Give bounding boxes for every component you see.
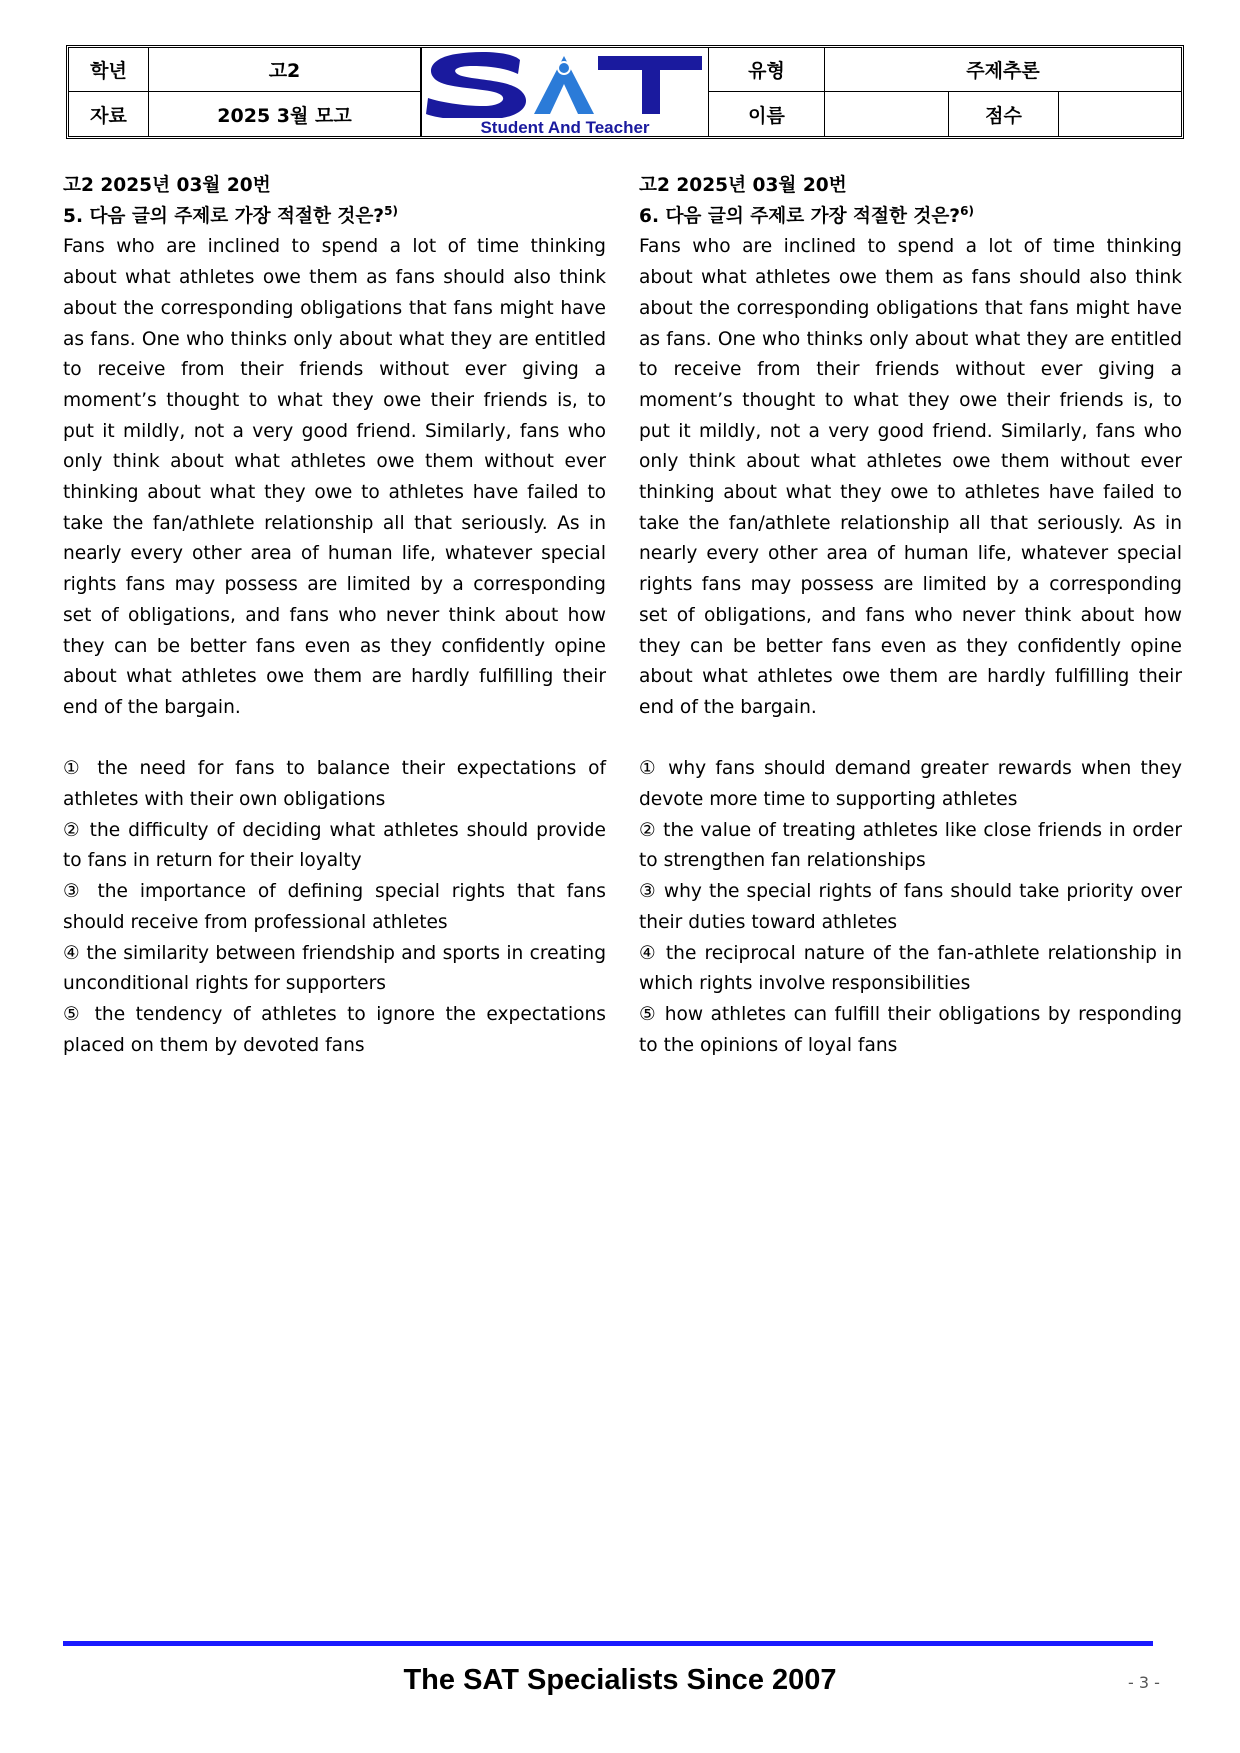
material-value: 2025 3월 모고 bbox=[149, 92, 421, 136]
answer-option-2[interactable]: ② the value of treating athletes like close friends in order to strengthen fan relationships bbox=[639, 819, 1182, 872]
type-label: 유형 bbox=[709, 48, 825, 92]
question-title-text: 6. 다음 글의 주제로 가장 적절한 것은? bbox=[639, 205, 961, 227]
answer-option-2[interactable]: ② the difficulty of deciding what athletes should provide to fans in return for their loyalty bbox=[63, 819, 606, 872]
answer-option-3[interactable]: ③ why the special rights of fans should take priority over their duties toward athletes bbox=[639, 881, 1182, 933]
question-title-text: 5. 다음 글의 주제로 가장 적절한 것은? bbox=[63, 205, 385, 227]
type-value: 주제추론 bbox=[825, 48, 1181, 92]
passage: Fans who are inclined to spend a lot of time thinking about what athletes owe them as fans should also think about the corresponding obligations that fans might have as fans. One who thinks only about what they are entitled to receive from their friends without ever giving a moment’s thought to what they owe their friends is, to put it mildly, not a very good friend. Similarly, fans who only think about what athletes owe them without ever thinking about what they owe to athletes have failed to take the fan/athlete relationship all that seriously. As in nearly every other area of human life, whatever special rights fans may possess are limited by a corresponding set of obligations, and fans who never think about how they can be better fans even as they confidently opine about what athletes owe them are hardly fulfilling their end of the bargain. bbox=[63, 236, 606, 718]
question-5 bbox=[63, 171, 606, 1061]
footer-rule bbox=[63, 1641, 1153, 1646]
name-field[interactable] bbox=[825, 92, 949, 136]
footer-slogan: The SAT Specialists Since 2007 bbox=[403, 1664, 837, 1696]
question-6 bbox=[639, 171, 1182, 1061]
answer-option-1[interactable]: ① why fans should demand greater rewards when they devote more time to supporting athletes bbox=[639, 758, 1182, 811]
question-title bbox=[63, 202, 606, 233]
answer-option-5[interactable]: ⑤ how athletes can fulfill their obligations by responding to the opinions of loyal fans bbox=[639, 1003, 1182, 1056]
answer-option-1[interactable]: ① the need for fans to balance their expectations of athletes with their own obligations bbox=[63, 758, 606, 811]
header-table bbox=[66, 45, 1184, 139]
score-label: 점수 bbox=[949, 92, 1059, 136]
answer-option-5[interactable]: ⑤ the tendency of athletes to ignore the expectations placed on them by devoted fans bbox=[63, 1003, 606, 1056]
answer-options bbox=[639, 754, 1182, 1061]
material-label: 자료 bbox=[69, 92, 149, 136]
question-meta: 고2 2025년 03월 20번 bbox=[63, 175, 271, 196]
answer-option-4[interactable]: ④ the reciprocal nature of the fan-athlete relationship in which rights involve responsibilities bbox=[639, 942, 1182, 995]
score-field[interactable] bbox=[1059, 92, 1181, 136]
page-number: - 3 - bbox=[1128, 1673, 1160, 1692]
logo-text: Student And Teacher bbox=[480, 118, 650, 136]
question-title bbox=[639, 202, 1182, 233]
answer-options bbox=[63, 754, 606, 1061]
sat-logo-graphic bbox=[422, 48, 708, 136]
footnote-ref: 5) bbox=[384, 203, 398, 218]
passage: Fans who are inclined to spend a lot of time thinking about what athletes owe them as fans should also think about the corresponding obligations that fans might have as fans. One who thinks only about what they are entitled to receive from their friends without ever giving a moment’s thought to what they owe their friends is, to put it mildly, not a very good friend. Similarly, fans who only think about what athletes owe them without ever thinking about what they owe to athletes have failed to take the fan/athlete relationship all that seriously. As in nearly every other area of human life, whatever special rights fans may possess are limited by a corresponding set of obligations, and fans who never think about how they can be better fans even as they confidently opine about what athletes owe them are hardly fulfilling their end of the bargain. bbox=[639, 236, 1182, 718]
grade-label: 학년 bbox=[69, 48, 149, 92]
grade-value: 고2 bbox=[149, 48, 421, 92]
name-label: 이름 bbox=[709, 92, 825, 136]
question-meta: 고2 2025년 03월 20번 bbox=[639, 175, 847, 196]
sat-logo bbox=[421, 48, 709, 136]
footnote-ref: 6) bbox=[960, 203, 974, 218]
answer-option-4[interactable]: ④ the similarity between friendship and sports in creating unconditional rights for supporters bbox=[63, 942, 606, 995]
answer-option-3[interactable]: ③ the importance of defining special rights that fans should receive from professional athletes bbox=[63, 881, 606, 933]
